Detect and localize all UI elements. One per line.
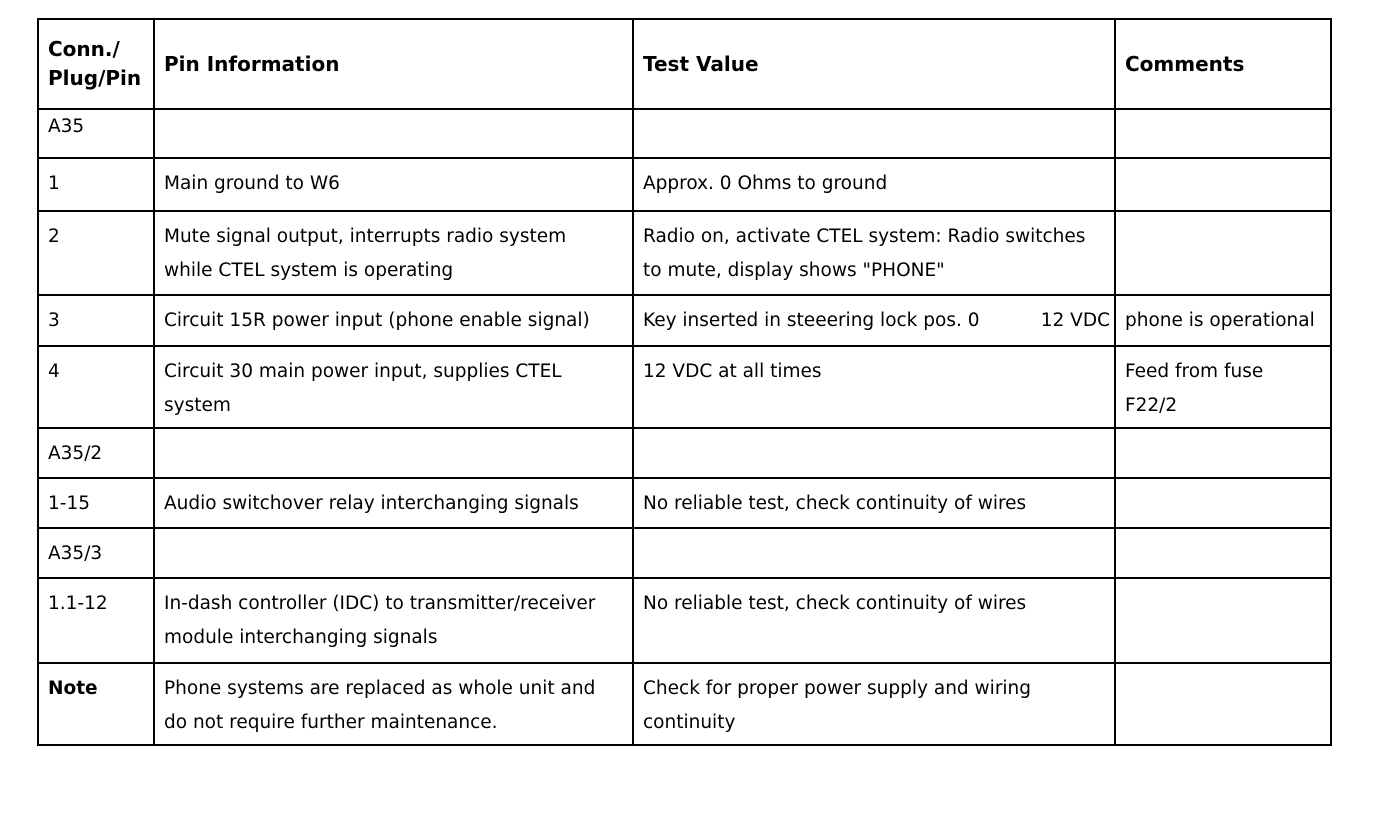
test-value-line: No reliable test, check continuity of wires	[643, 593, 1027, 614]
pin-info-line: while CTEL system is operating	[164, 260, 454, 281]
pin-info-line: Main ground to W6	[164, 173, 340, 194]
conn-cell: A35/3	[38, 528, 154, 578]
table-row	[38, 295, 1331, 346]
pin-info-line: Circuit 15R power input (phone enable signal)	[164, 310, 590, 331]
test-value-line: Check for proper power supply and wiring	[643, 678, 1032, 699]
comments-line: Feed from fuse	[1125, 361, 1264, 382]
pin-info-cell	[154, 478, 633, 528]
pin-info-line: Phone systems are replaced as whole unit and	[164, 678, 596, 699]
test-value-line	[643, 304, 1114, 338]
comments-line: F22/2	[1125, 395, 1178, 416]
header-comments: Comments	[1115, 19, 1331, 109]
pin-info-cell	[154, 428, 633, 478]
test-value-cell	[633, 428, 1115, 478]
test-value-condition: Key inserted in steeering lock pos. 0	[643, 310, 980, 331]
pin-info-line: Audio switchover relay interchanging signals	[164, 493, 579, 514]
test-value-voltage: 12 VDC	[1040, 310, 1110, 331]
connector-pin-table	[37, 18, 1332, 746]
comments-cell	[1115, 211, 1331, 295]
comments-cell	[1115, 663, 1331, 745]
pin-info-cell	[154, 528, 633, 578]
comments-cell	[1115, 578, 1331, 663]
comments-cell	[1115, 428, 1331, 478]
pin-info-line: system	[164, 395, 231, 416]
comments-line: phone is operational	[1125, 310, 1315, 331]
pin-info-cell	[154, 158, 633, 211]
test-value-cell	[633, 578, 1115, 663]
pin-info-cell	[154, 211, 633, 295]
pin-info-line: Circuit 30 main power input, supplies CTEL	[164, 361, 562, 382]
header-conn-line-1: Conn./	[48, 37, 120, 61]
test-value-cell	[633, 528, 1115, 578]
table-row	[38, 346, 1331, 428]
test-value-line: 12 VDC at all times	[643, 361, 822, 382]
conn-cell: 4	[38, 346, 154, 428]
comments-cell	[1115, 109, 1331, 158]
pin-info-line: module interchanging signals	[164, 627, 438, 648]
table-header-row	[38, 19, 1331, 109]
header-conn-plug-pin	[38, 19, 154, 109]
header-conn-line-2: Plug/Pin	[48, 66, 142, 90]
comments-cell	[1115, 346, 1331, 428]
test-value-cell	[633, 109, 1115, 158]
test-value-cell	[633, 346, 1115, 428]
pin-info-line: In-dash controller (IDC) to transmitter/receiver	[164, 593, 596, 614]
conn-cell-note: Note	[38, 663, 154, 745]
comments-cell	[1115, 478, 1331, 528]
table-row-section	[38, 428, 1331, 478]
test-value-cell	[633, 663, 1115, 745]
pin-info-cell	[154, 109, 633, 158]
table-row	[38, 478, 1331, 528]
conn-cell: 3	[38, 295, 154, 346]
pin-info-line: Mute signal output, interrupts radio system	[164, 226, 567, 247]
test-value-line: continuity	[643, 712, 736, 733]
pin-info-cell	[154, 663, 633, 745]
conn-cell: 2	[38, 211, 154, 295]
table-row	[38, 578, 1331, 663]
table-row	[38, 158, 1331, 211]
conn-cell: A35/2	[38, 428, 154, 478]
pin-info-cell	[154, 578, 633, 663]
pin-info-cell	[154, 346, 633, 428]
table-row-section	[38, 109, 1331, 158]
pin-info-line: do not require further maintenance.	[164, 712, 498, 733]
conn-cell: 1.1-12	[38, 578, 154, 663]
table-row-note	[38, 663, 1331, 745]
test-value-cell	[633, 478, 1115, 528]
conn-cell: 1-15	[38, 478, 154, 528]
table-row	[38, 211, 1331, 295]
test-value-line: Radio on, activate CTEL system: Radio switches	[643, 226, 1086, 247]
comments-cell	[1115, 295, 1331, 346]
test-value-line: No reliable test, check continuity of wires	[643, 493, 1027, 514]
test-value-cell	[633, 158, 1115, 211]
test-value-line: to mute, display shows "PHONE"	[643, 260, 945, 281]
header-test-value: Test Value	[633, 19, 1115, 109]
conn-cell: A35	[38, 109, 154, 158]
comments-cell	[1115, 158, 1331, 211]
pin-info-cell	[154, 295, 633, 346]
table-row-section	[38, 528, 1331, 578]
comments-cell	[1115, 528, 1331, 578]
test-value-line: Approx. 0 Ohms to ground	[643, 173, 888, 194]
header-pin-information: Pin Information	[154, 19, 633, 109]
test-value-cell	[633, 295, 1115, 346]
conn-cell: 1	[38, 158, 154, 211]
test-value-cell	[633, 211, 1115, 295]
